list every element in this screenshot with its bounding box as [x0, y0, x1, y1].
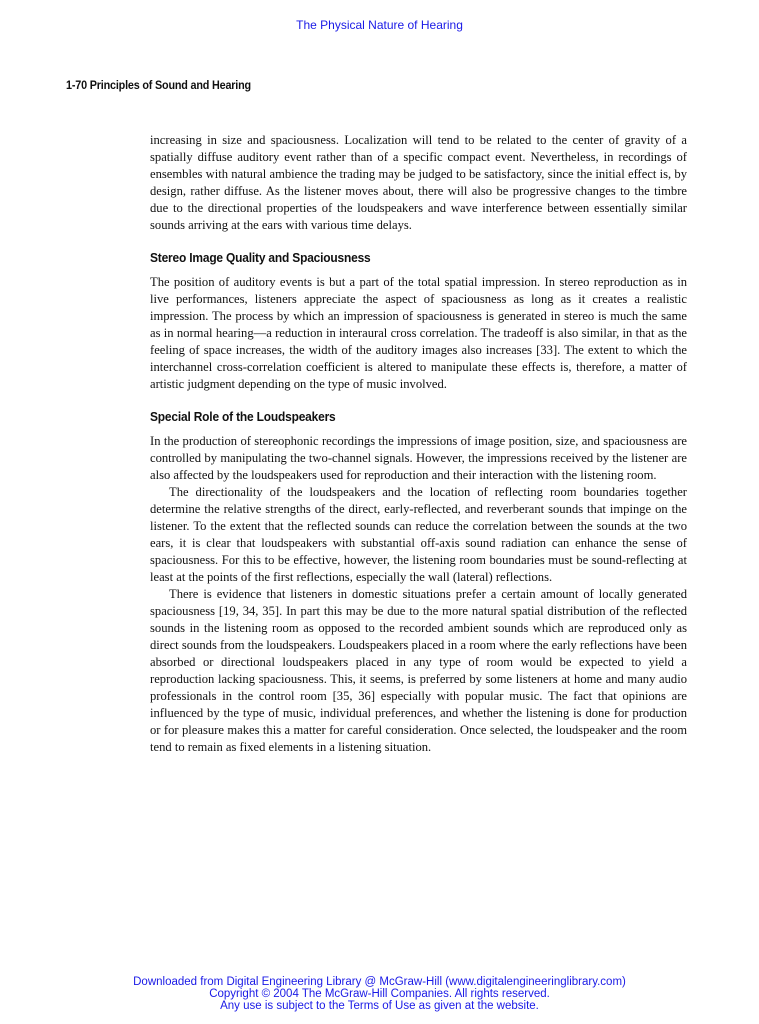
footer — [0, 976, 759, 1012]
footer-download-link[interactable]: Downloaded from Digital Engineering Library @ McGraw-Hill (www.digitalengineeringlibrary.com) — [133, 976, 626, 988]
section-paragraph: In the production of stereophonic recordings the impressions of image position, size, and spaciousness are controlled by manipulating the two-channel signals. However, the impressions received by the listener are also affected by the loudspeakers used for reproduction and their interaction with the listening room. — [150, 434, 687, 482]
running-head: 1-70 Principles of Sound and Hearing — [66, 78, 251, 92]
section-paragraph: There is evidence that listeners in domestic situations prefer a certain amount of locally generated spaciousness [19, 34, 35]. In part this may be due to the more natural spatial distribution of the reflected sounds in the listening room as opposed to the recorded ambient sounds which are reproduced only as direct sounds from the loudspeakers. Loudspeakers placed in a room where the early reflections have been absorbed or directional loudspeakers placed in any type of room would be expected to yield a reproduction lacking spaciousness. This, it seems, is preferred by some listeners at home and many audio professionals in the control room [35, 36] especially with popular music. The fact that opinions are influenced by the type of music, individual preferences, and whether the listening is done for production or for pleasure makes this a matter for careful consideration. Once selected, the loudspeaker and the room tend to remain as fixed elements in a listening situation. — [150, 587, 687, 754]
section-heading-stereo-image: Stereo Image Quality and Spaciousness — [150, 250, 371, 265]
page-body — [150, 132, 687, 756]
footer-copyright[interactable]: Copyright © 2004 The McGraw-Hill Companies. All rights reserved. — [209, 988, 550, 1000]
chapter-link[interactable]: The Physical Nature of Hearing — [296, 18, 463, 32]
section-paragraph: The position of auditory events is but a part of the total spatial impression. In stereo reproduction as in live performances, listeners appreciate the aspect of spaciousness as long as it creates a realistic impression. The process by which an impression of spaciousness is generated in stereo is much the same as in normal hearing—a reduction in interaural cross correlation. The tradeoff is also similar, in that as the feeling of space increases, the width of the auditory images also increases [33]. The extent to which the interchannel cross-correlation coefficient is altered to manipulate these effects is, therefore, a matter of artistic judgment depending on the type of music involved. — [150, 275, 687, 391]
section-heading-loudspeakers: Special Role of the Loudspeakers — [150, 409, 336, 424]
section-paragraph: The directionality of the loudspeakers and the location of reflecting room boundaries together determine the relative strengths of the direct, early-reflected, and reverberant sounds that impinge on the listener. To the extent that the reflected sounds can reduce the correlation between the sounds at the two ears, it is clear that loudspeakers with substantial off-axis sound radiation can enhance the sense of spaciousness. For this to be effective, however, the listening room boundaries must be sound-reflecting at least at the points of the first reflections, especially the wall (lateral) reflections. — [150, 485, 687, 584]
footer-terms-link[interactable]: Any use is subject to the Terms of Use as given at the website. — [220, 1000, 539, 1012]
intro-paragraph: increasing in size and spaciousness. Localization will tend to be related to the center of gravity of a spatially diffuse auditory event rather than of a specific compact event. Nevertheless, in recordings of ensembles with natural ambience the trading may be judged to be satisfactory, since the initial effect is, by design, rather diffuse. As the listener moves about, there will also be progressive changes to the timbre due to the directional properties of the loudspeakers and wave interference between essentially similar sounds arriving at the ears with various time delays. — [150, 133, 687, 232]
